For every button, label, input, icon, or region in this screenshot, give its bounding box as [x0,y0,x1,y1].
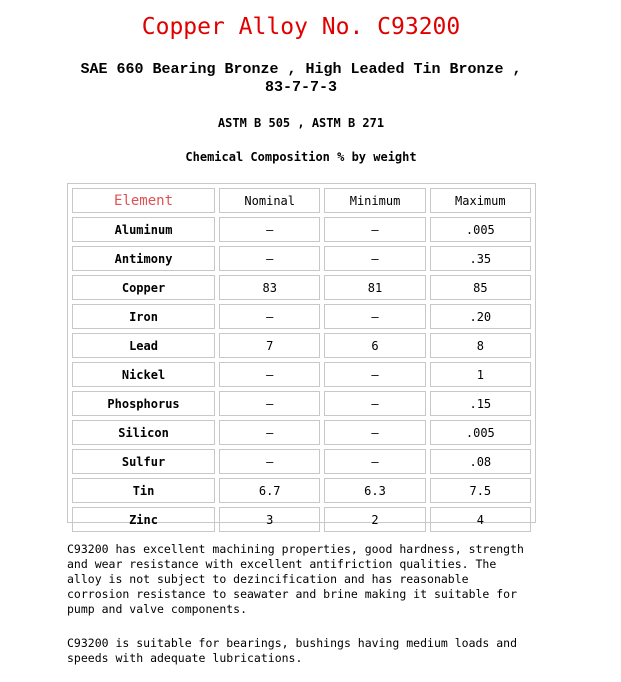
table-row [72,420,531,445]
table-row [72,507,531,532]
value-cell: .20 [430,304,531,329]
table-row [72,246,531,271]
value-cell: – [219,391,320,416]
value-cell: 1 [430,362,531,387]
value-cell: – [219,246,320,271]
table-body [72,217,531,532]
table-row [72,391,531,416]
value-cell: .005 [430,420,531,445]
element-name-cell: Tin [72,478,215,503]
value-cell: – [324,217,425,242]
table-row [72,304,531,329]
value-cell: 85 [430,275,531,300]
value-cell: .005 [430,217,531,242]
description-paragraph: C93200 has excellent machining properties, good hardness, strength and wear resistance with excellent antifriction qualities. The alloy is not subject to dezincification and has reasonable corrosion resistance to seawater and brine making it suitable for pump and valve components. [67,542,524,616]
element-name-cell: Zinc [72,507,215,532]
value-cell: – [324,420,425,445]
value-cell: – [324,362,425,387]
table-row [72,275,531,300]
header-maximum: Maximum [430,188,531,213]
value-cell: – [219,304,320,329]
table-row [72,217,531,242]
value-cell: 4 [430,507,531,532]
value-cell: .08 [430,449,531,474]
page-title: Copper Alloy No. C93200 [141,14,461,40]
value-cell: 8 [430,333,531,358]
element-name-cell: Lead [72,333,215,358]
value-cell: 7.5 [430,478,531,503]
element-name-cell: Aluminum [72,217,215,242]
header-minimum: Minimum [324,188,425,213]
usage-paragraph: C93200 is suitable for bearings, bushings having medium loads and speeds with adequate lubrications. [67,636,518,665]
element-name-cell: Silicon [72,420,215,445]
subtitle: SAE 660 Bearing Bronze , High Leaded Tin Bronze , 83-7-7-3 [80,61,522,96]
element-name-cell: Antimony [72,246,215,271]
table-header-row [72,188,531,213]
composition-table [67,183,536,527]
value-cell: – [219,449,320,474]
value-cell: 6.3 [324,478,425,503]
value-cell: – [324,304,425,329]
value-cell: 6.7 [219,478,320,503]
table-row [72,449,531,474]
element-name-cell: Sulfur [72,449,215,474]
value-cell: 2 [324,507,425,532]
element-name-cell: Phosphorus [72,391,215,416]
value-cell: 81 [324,275,425,300]
value-cell: – [324,391,425,416]
header-element: Element [72,188,215,213]
value-cell: – [324,449,425,474]
composition-heading: Chemical Composition % by weight [185,150,417,164]
element-name-cell: Copper [72,275,215,300]
value-cell: – [219,362,320,387]
value-cell: .35 [430,246,531,271]
value-cell: 3 [219,507,320,532]
value-cell: – [219,217,320,242]
value-cell: 7 [219,333,320,358]
value-cell: 83 [219,275,320,300]
element-name-cell: Iron [72,304,215,329]
value-cell: 6 [324,333,425,358]
header-nominal: Nominal [219,188,320,213]
table-row [72,362,531,387]
value-cell: .15 [430,391,531,416]
value-cell: – [219,420,320,445]
table-row [72,333,531,358]
value-cell: – [324,246,425,271]
astm-standards: ASTM B 505 , ASTM B 271 [217,116,385,130]
table-row [72,478,531,503]
element-name-cell: Nickel [72,362,215,387]
